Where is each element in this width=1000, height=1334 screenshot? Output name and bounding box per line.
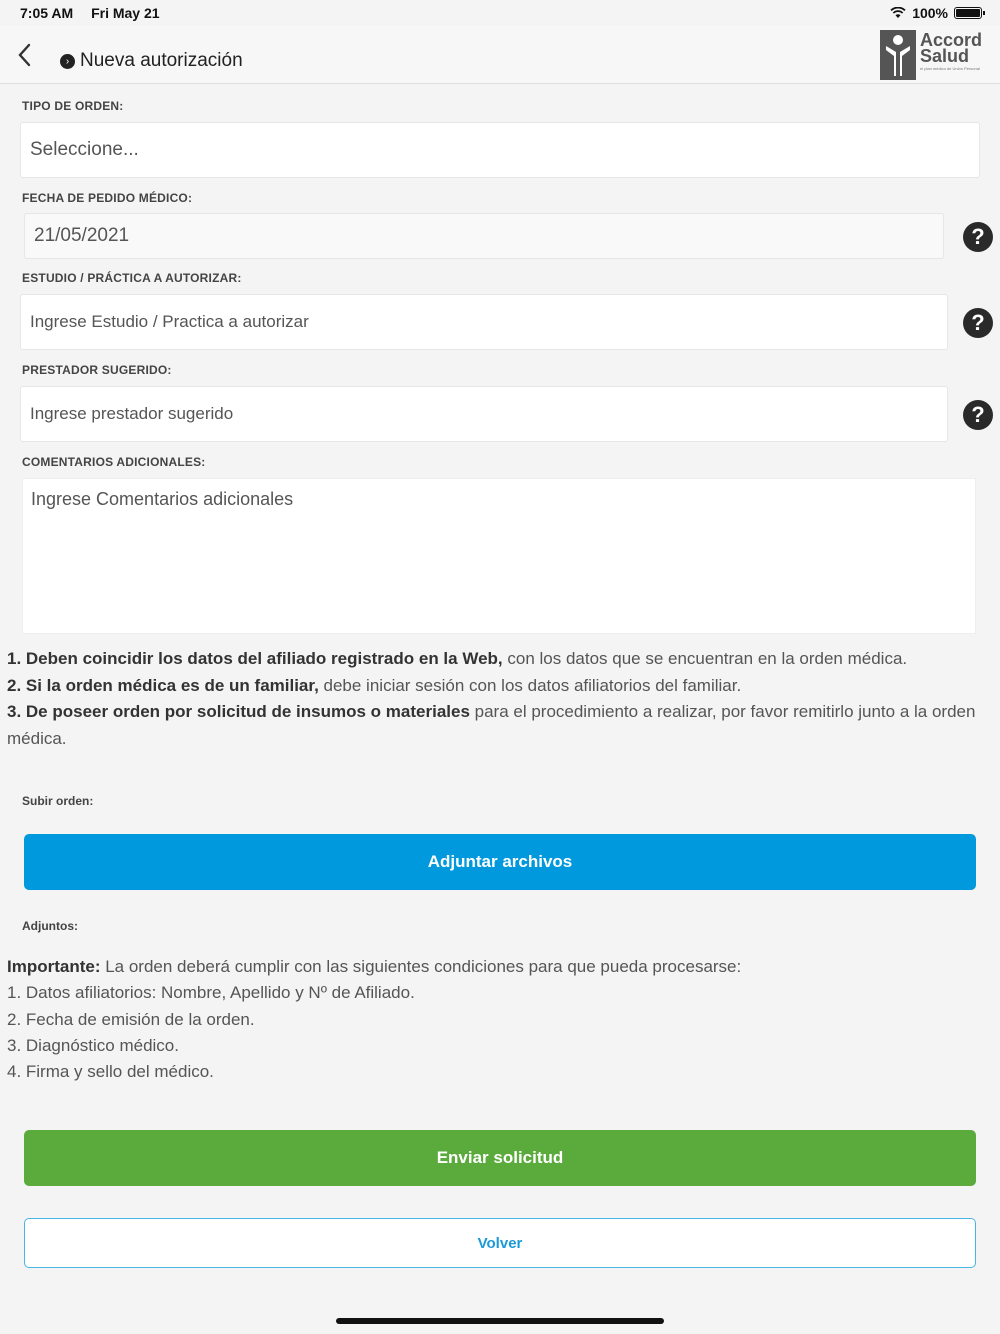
logo-text: Accord Salud: [920, 30, 983, 66]
estudio-label: ESTUDIO / PRÁCTICA A AUTORIZAR:: [22, 271, 242, 285]
wifi-icon: [890, 7, 906, 19]
note-item: 3. De poseer orden por solicitud de insumos o materiales para el procedimiento a realizar, por favor remitirlo junto a la orden médica.: [7, 702, 976, 748]
comentarios-placeholder: Ingrese Comentarios adicionales: [31, 489, 294, 509]
battery-icon: [954, 7, 982, 19]
adjuntos-label: Adjuntos:: [22, 919, 78, 933]
comentarios-label: COMENTARIOS ADICIONALES:: [22, 455, 206, 469]
page-title: [60, 50, 243, 72]
prestador-label: PRESTADOR SUGERIDO:: [22, 363, 172, 377]
note-item: 1. Deben coincidir los datos del afiliado registrado en la Web, con los datos que se encuentran en la orden médica.: [7, 649, 908, 668]
comentarios-textarea[interactable]: [22, 478, 976, 634]
tipo-orden-label: TIPO DE ORDEN:: [22, 99, 124, 113]
enviar-solicitud-button[interactable]: Enviar solicitud: [24, 1130, 976, 1186]
fecha-input[interactable]: [24, 213, 944, 259]
status-time: 7:05 AM: [20, 5, 74, 21]
back-chevron-icon[interactable]: [10, 38, 40, 72]
home-indicator[interactable]: [336, 1318, 664, 1324]
important-intro: Importante: La orden deberá cumplir con las siguientes condiciones para que pueda procesarse:: [7, 957, 742, 976]
page-title-text: Nueva autorización: [80, 50, 243, 71]
chevron-right-circle-icon: ›: [60, 54, 75, 69]
logo-figure-icon: [880, 30, 916, 80]
estudio-help-icon[interactable]: ?: [963, 308, 993, 338]
status-date: Fri May 21: [91, 5, 160, 21]
condition-item: 1. Datos afiliatorios: Nombre, Apellido y Nº de Afiliado.: [7, 983, 415, 1003]
estudio-placeholder: Ingrese Estudio / Practica a autorizar: [30, 312, 309, 331]
tipo-orden-value: Seleccione...: [30, 139, 139, 160]
logo-subtitle: el plan médico de Unión Personal: [920, 66, 980, 71]
accord-salud-logo: [880, 30, 986, 80]
status-bar: [0, 0, 1000, 26]
condition-item: 4. Firma y sello del médico.: [7, 1062, 214, 1082]
nav-bar: [0, 26, 1000, 84]
volver-button[interactable]: Volver: [24, 1218, 976, 1268]
fecha-label: FECHA DE PEDIDO MÉDICO:: [22, 191, 193, 205]
prestador-input[interactable]: [20, 386, 948, 442]
condition-item: 3. Diagnóstico médico.: [7, 1035, 179, 1055]
instructions-notes: [7, 646, 977, 752]
important-conditions: [7, 954, 741, 1085]
tipo-orden-select[interactable]: [20, 122, 980, 178]
prestador-help-icon[interactable]: ?: [963, 400, 993, 430]
adjuntar-archivos-button[interactable]: Adjuntar archivos: [24, 834, 976, 890]
fecha-value: 21/05/2021: [34, 225, 130, 246]
condition-item: 2. Fecha de emisión de la orden.: [7, 1009, 255, 1029]
estudio-input[interactable]: [20, 294, 948, 350]
fecha-help-icon[interactable]: ?: [963, 222, 993, 252]
prestador-placeholder: Ingrese prestador sugerido: [30, 404, 234, 423]
note-item: 2. Si la orden médica es de un familiar, debe iniciar sesión con los datos afiliatorios del familiar.: [7, 675, 742, 695]
subir-orden-label: Subir orden:: [22, 794, 94, 808]
battery-percent: 100%: [912, 5, 948, 21]
